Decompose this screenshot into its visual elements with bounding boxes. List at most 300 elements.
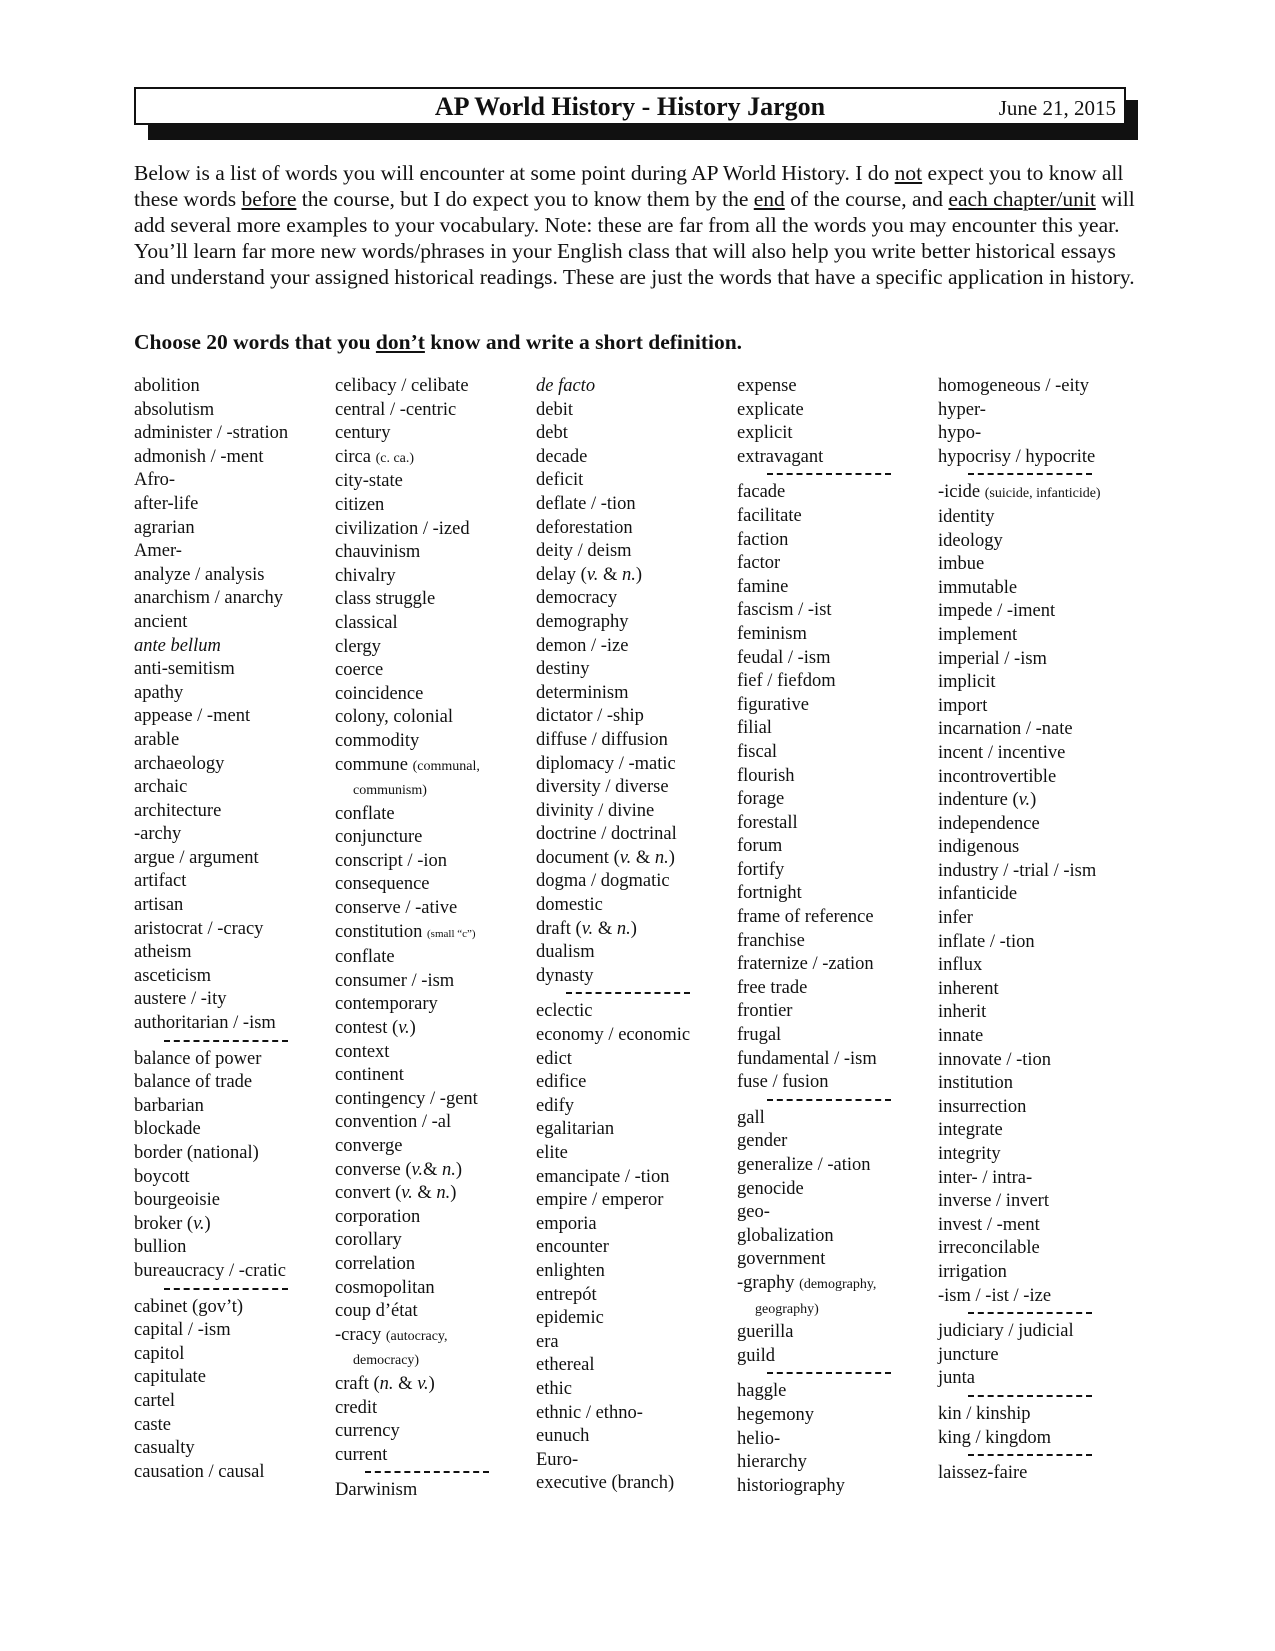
vocab-word [134, 469, 330, 493]
intro-text: the course, but I do expect you to know them by the [296, 187, 754, 211]
vocab-word [335, 1444, 531, 1468]
vocab-word-text: border (national) [134, 1143, 259, 1163]
word-column-2 [335, 375, 531, 1503]
vocab-word-text: innate [938, 1026, 984, 1047]
vocab-word [134, 1095, 330, 1119]
part-of-speech: n. [436, 1183, 451, 1204]
vocab-word-text: laissez-faire [938, 1463, 1028, 1484]
vocab-word [335, 897, 531, 921]
section-divider [134, 1036, 330, 1048]
vocab-word-text: feminism [737, 623, 807, 644]
vocab-word-text: indigenous [938, 837, 1020, 858]
vocab-word-text: bureaucracy / -cratic [134, 1260, 287, 1281]
vocab-word-text: frontier [737, 1001, 793, 1022]
vocab-word-text: context [335, 1041, 390, 1062]
vocab-word-text: commodity [335, 730, 420, 751]
vocab-word-text: atheism [134, 942, 192, 963]
part-of-speech: v. [401, 1183, 413, 1204]
vocab-word [134, 1260, 330, 1284]
vocab-word [938, 1403, 1134, 1427]
vocab-word [536, 823, 732, 847]
vocab-word [737, 835, 933, 859]
vocab-word [335, 1277, 531, 1301]
vocab-word [938, 648, 1134, 672]
vocab-word [938, 718, 1134, 742]
vocab-word-text: admonish / -ment [134, 446, 264, 467]
vocab-word-text: bullion [134, 1237, 187, 1258]
intro-text: will add several more examples to your vocabulary. Note: these are far from all the words you may encounter this year. You’ll learn far more new words/phrases in your English class that will also help you write better historical essays and understand your assigned historical readings. These are just the words that have a specific application in history. [134, 187, 1135, 289]
vocab-word [536, 1024, 732, 1048]
vocab-word [536, 375, 732, 399]
vocab-word [335, 612, 531, 636]
vocab-word [938, 422, 1134, 446]
vocab-word-text: capitol [134, 1343, 185, 1364]
vocab-word-text: balance of trade [134, 1072, 253, 1093]
word-column-4 [737, 375, 933, 1498]
vocab-word [938, 742, 1134, 766]
vocab-word [938, 1320, 1134, 1344]
vocab-word [737, 741, 933, 765]
vocab-word-suffix: & [423, 1159, 443, 1180]
vocab-word-text: flourish [737, 765, 795, 786]
vocab-note: (autocracy, [385, 1328, 448, 1344]
vocab-word-text: forestall [737, 812, 798, 833]
vocab-word-text: consumer / -ism [335, 970, 455, 991]
vocab-word-text: economy / economic [536, 1025, 691, 1046]
vocab-word [335, 1373, 531, 1397]
vocab-word-text: deforestation [536, 517, 633, 538]
vocab-word-text: fortnight [737, 883, 802, 904]
vocab-word-text: barbarian [134, 1095, 204, 1116]
part-of-speech: v. [398, 1018, 410, 1039]
vocab-word [536, 658, 732, 682]
vocab-word-text: gall [737, 1107, 765, 1128]
vocab-word-text: independence [938, 813, 1040, 834]
vocab-word [134, 1366, 330, 1390]
vocab-word-text: celibacy / celibate [335, 376, 469, 396]
vocab-word [938, 813, 1134, 837]
vocab-word [938, 1072, 1134, 1096]
vocab-word [134, 1142, 330, 1166]
vocab-word-text: democracy) [353, 1353, 420, 1369]
vocab-word-text: inflate / -tion [938, 931, 1035, 952]
vocab-word-text: converge [335, 1136, 403, 1156]
vocab-word [134, 894, 330, 918]
vocab-word-text: conflate [335, 803, 395, 824]
vocab-word-suffix: & [598, 564, 622, 585]
vocab-word-text: current [335, 1444, 388, 1465]
vocab-word-text: domestic [536, 895, 603, 916]
vocab-word [335, 446, 531, 471]
vocab-word [335, 422, 531, 446]
vocab-word [737, 1297, 933, 1322]
vocab-word [134, 918, 330, 942]
vocab-word-text: incent / incentive [938, 742, 1066, 763]
vocab-word-suffix: ) [204, 1213, 211, 1234]
vocab-word-text: irrigation [938, 1261, 1007, 1282]
vocab-word-text: inherent [938, 978, 999, 999]
vocab-word [134, 399, 330, 423]
vocab-word-text: causation / causal [134, 1461, 265, 1482]
vocab-word [938, 1190, 1134, 1214]
vocab-word [335, 1253, 531, 1277]
vocab-word-text: diffuse / diffusion [536, 729, 668, 750]
vocab-word-text: fief / fiefdom [737, 671, 836, 692]
vocab-word-text: import [938, 695, 988, 716]
vocab-word-text: ethnic / ethno- [536, 1402, 643, 1423]
vocab-note: (demography, [799, 1276, 877, 1292]
part-of-speech: v. [411, 1159, 423, 1180]
vocab-word-text: fortify [737, 859, 785, 880]
vocab-word-text: fascism / -ist [737, 600, 832, 621]
vocab-word-text: hegemony [737, 1404, 815, 1425]
vocab-word [335, 399, 531, 423]
part-of-speech: n. [442, 1159, 456, 1180]
vocab-word [938, 553, 1134, 577]
vocab-word [134, 1166, 330, 1190]
vocab-word [938, 624, 1134, 648]
vocab-word [134, 493, 330, 517]
section-divider [335, 1467, 531, 1479]
vocab-word [938, 1096, 1134, 1120]
vocab-word [335, 683, 531, 707]
vocab-word-text: invest / -ment [938, 1214, 1040, 1235]
vocab-word-text: delay ( [536, 564, 587, 585]
vocab-word-text: forum [737, 836, 783, 857]
section-divider [737, 1368, 933, 1380]
vocab-word-text: coincidence [335, 683, 424, 704]
vocab-word-text: citizen [335, 494, 385, 515]
vocab-word [536, 1378, 732, 1402]
page-title: AP World History - History Jargon [434, 92, 826, 121]
vocab-word-text: -graphy [737, 1272, 800, 1293]
vocab-word [536, 1402, 732, 1426]
vocab-word-text: -ism / -ist / -ize [938, 1285, 1052, 1306]
section-divider [938, 1391, 1134, 1403]
vocab-word [335, 1348, 531, 1373]
vocab-word-text: faction [737, 529, 789, 550]
vocab-word [938, 1049, 1134, 1073]
vocab-word-text: eclectic [536, 1001, 593, 1022]
vocab-word [737, 788, 933, 812]
vocab-word [938, 577, 1134, 601]
vocab-word-text: imperial / -ism [938, 648, 1047, 669]
vocab-word [134, 1343, 330, 1367]
vocab-word [134, 564, 330, 588]
vocab-word-text: haggle [737, 1381, 787, 1402]
vocab-word [938, 1001, 1134, 1025]
vocab-word [536, 894, 732, 918]
vocab-word-text: debt [536, 423, 568, 444]
vocab-word [737, 1475, 933, 1499]
vocab-word [134, 988, 330, 1012]
vocab-word [938, 1214, 1134, 1238]
vocab-word [335, 1135, 531, 1159]
vocab-word [938, 836, 1134, 860]
part-of-speech: v. [1018, 790, 1031, 811]
vocab-word-text: facilitate [737, 505, 802, 526]
section-divider [737, 469, 933, 481]
vocab-word-text: eunuch [536, 1426, 590, 1447]
vocab-word-text: consequence [335, 874, 430, 895]
intro-text: expect you to know all these words [134, 161, 1124, 211]
vocab-word [938, 954, 1134, 978]
vocab-word-text: apathy [134, 682, 184, 703]
vocab-word [938, 1285, 1134, 1309]
vocab-word [737, 1000, 933, 1024]
vocab-word-text: junta [938, 1368, 975, 1389]
vocab-word [737, 1225, 933, 1249]
vocab-word-text: blockade [134, 1119, 201, 1140]
intro-text: of the course, and [784, 187, 949, 211]
vocab-word-text: expense [737, 376, 797, 396]
vocab-word-text: entrepót [536, 1284, 597, 1305]
vocab-word [134, 1296, 330, 1320]
vocab-word [938, 1025, 1134, 1049]
vocab-word-text: dictator / -ship [536, 706, 644, 727]
vocab-word [134, 847, 330, 871]
vocab-word-text: conserve / -ative [335, 898, 458, 919]
vocab-word-text: influx [938, 955, 983, 976]
vocab-word [737, 977, 933, 1001]
vocab-word [536, 705, 732, 729]
section-divider [536, 988, 732, 1000]
vocab-word-text: de facto [536, 376, 596, 396]
vocab-word [737, 1428, 933, 1452]
vocab-word-text: irreconcilable [938, 1238, 1040, 1259]
vocab-word-text: administer / -stration [134, 423, 289, 444]
vocab-word [938, 600, 1134, 624]
vocab-word-text: elite [536, 1143, 568, 1163]
vocab-word-text: century [335, 423, 391, 444]
part-of-speech: n. [621, 564, 636, 585]
vocab-word-text: demography [536, 611, 629, 632]
vocab-word-text: impede / -iment [938, 601, 1056, 622]
vocab-word-text: archaic [134, 777, 188, 798]
instruction-text: Choose 20 words that you [134, 330, 376, 354]
vocab-word-text: integrity [938, 1144, 1001, 1164]
vocab-word [536, 1236, 732, 1260]
vocab-word [134, 635, 330, 659]
vocab-word-text: frugal [737, 1025, 782, 1046]
vocab-word-text: constitution [335, 921, 427, 942]
vocab-word [335, 993, 531, 1017]
vocab-word [134, 422, 330, 446]
vocab-word [737, 576, 933, 600]
vocab-word-text: enlighten [536, 1260, 605, 1281]
vocab-word-text: diplomacy / -matic [536, 753, 676, 774]
vocab-word [536, 870, 732, 894]
vocab-word-text: guerilla [737, 1322, 794, 1343]
vocab-note: (suicide, infanticide) [984, 486, 1101, 502]
vocab-word [335, 1041, 531, 1065]
vocab-word-text: inverse / invert [938, 1191, 1049, 1212]
vocab-word [737, 623, 933, 647]
vocab-word-text: democracy [536, 588, 618, 609]
vocab-word [938, 789, 1134, 813]
vocab-word [134, 540, 330, 564]
vocab-word-text: ethereal [536, 1355, 595, 1376]
vocab-word-text: abolition [134, 376, 200, 396]
vocab-word [335, 1479, 531, 1503]
vocab-word [335, 946, 531, 970]
vocab-word [134, 1236, 330, 1260]
vocab-word [134, 1048, 330, 1072]
vocab-word [536, 941, 732, 965]
vocab-word-text: innovate / -tion [938, 1049, 1052, 1070]
vocab-word-text: edify [536, 1095, 575, 1116]
vocab-word [134, 1118, 330, 1142]
vocab-word-text: hypo- [938, 423, 982, 444]
vocab-word-suffix: & [412, 1183, 437, 1204]
intro-underline: not [894, 161, 923, 185]
vocab-word-text: factor [737, 553, 781, 574]
vocab-word [134, 1319, 330, 1343]
vocab-word-text: city-state [335, 471, 403, 492]
vocab-word [134, 1437, 330, 1461]
vocab-note: (communal, [412, 758, 480, 774]
vocab-word-text: infer [938, 908, 973, 929]
vocab-word [938, 1427, 1134, 1451]
vocab-word [737, 1154, 933, 1178]
part-of-speech: v. [586, 564, 599, 585]
vocab-word [737, 1272, 933, 1297]
vocab-word [134, 1390, 330, 1414]
vocab-word [335, 565, 531, 589]
vocab-word-text: juncture [938, 1344, 999, 1365]
vocab-word [134, 941, 330, 965]
vocab-word-text: empire / emperor [536, 1190, 664, 1211]
vocab-word-text: infanticide [938, 884, 1018, 905]
vocab-word [335, 730, 531, 754]
vocab-word [737, 1380, 933, 1404]
section-divider [938, 1308, 1134, 1320]
vocab-word [335, 1300, 531, 1324]
vocab-word [737, 812, 933, 836]
vocab-word [737, 422, 933, 446]
vocab-word-text: craft ( [335, 1373, 380, 1394]
vocab-word-text: conscript / -ion [335, 850, 448, 871]
vocab-word-text: industry / -trial / -ism [938, 860, 1097, 881]
vocab-word [536, 918, 732, 942]
vocab-word-text: civilization / -ized [335, 518, 470, 539]
vocab-word [536, 729, 732, 753]
vocab-word-text: historiography [737, 1475, 845, 1496]
vocab-word-text: filial [737, 718, 772, 739]
word-column-1 [134, 375, 330, 1484]
vocab-word [938, 1167, 1134, 1191]
vocab-word [536, 422, 732, 446]
vocab-word [938, 860, 1134, 884]
vocab-word-text: convert ( [335, 1183, 402, 1204]
vocab-word [737, 859, 933, 883]
vocab-word [737, 529, 933, 553]
vocab-word [536, 517, 732, 541]
vocab-word-text: inherit [938, 1002, 987, 1023]
vocab-word [737, 1071, 933, 1095]
vocab-word-text: circa [335, 446, 376, 467]
vocab-word [938, 907, 1134, 931]
vocab-word-text: geography) [755, 1301, 819, 1317]
vocab-word-text: document ( [536, 847, 620, 868]
vocab-word-text: genocide [737, 1178, 804, 1199]
word-column-3 [536, 375, 732, 1496]
vocab-word [536, 1260, 732, 1284]
vocab-word [335, 1420, 531, 1444]
vocab-word-text: -archy [134, 824, 182, 845]
vocab-word [335, 1229, 531, 1253]
vocab-word-text: fuse / fusion [737, 1072, 829, 1093]
vocab-word-text: coerce [335, 660, 384, 681]
vocab-word [536, 1472, 732, 1496]
vocab-word-text: -icide [938, 482, 985, 503]
vocab-word [536, 776, 732, 800]
instruction [134, 328, 742, 356]
vocab-word-text: hyper- [938, 399, 986, 420]
intro-paragraph [134, 160, 1144, 290]
vocab-word-text: contemporary [335, 994, 438, 1015]
vocab-word [536, 469, 732, 493]
vocab-word-text: after-life [134, 493, 199, 514]
vocab-word-text: epidemic [536, 1308, 604, 1329]
intro-underline: end [753, 187, 785, 211]
vocab-word [737, 1451, 933, 1475]
vocab-word-text: integrate [938, 1120, 1003, 1141]
vocab-word-text: dogma / dogmatic [536, 871, 670, 892]
vocab-word [737, 765, 933, 789]
vocab-word-text: architecture [134, 800, 222, 821]
vocab-word-text: Amer- [134, 541, 182, 562]
section-divider [938, 1450, 1134, 1462]
vocab-word [134, 753, 330, 777]
vocab-word [536, 1354, 732, 1378]
vocab-word-text: chivalry [335, 565, 396, 586]
vocab-word-text: fundamental / -ism [737, 1048, 877, 1069]
vocab-word [335, 636, 531, 660]
vocab-word [134, 446, 330, 470]
vocab-word [938, 1119, 1134, 1143]
vocab-word-text: arable [134, 729, 180, 750]
vocab-word [737, 375, 933, 399]
vocab-word-text: government [737, 1249, 826, 1270]
vocab-word [737, 1130, 933, 1154]
vocab-word-text: destiny [536, 659, 590, 680]
vocab-word [134, 1213, 330, 1237]
part-of-speech: v. [581, 918, 594, 939]
vocab-word-text: gender [737, 1131, 788, 1152]
vocab-word-text: deflate / -tion [536, 493, 636, 514]
vocab-word-text: deficit [536, 470, 584, 491]
vocab-word [134, 1071, 330, 1095]
vocab-word-text: kin / kinship [938, 1403, 1031, 1424]
vocab-word-text: indenture ( [938, 790, 1019, 811]
vocab-word-text: anti-semitism [134, 659, 235, 680]
vocab-word [737, 1345, 933, 1369]
vocab-word [938, 399, 1134, 423]
vocab-word-text: commune [335, 754, 413, 775]
vocab-word [536, 446, 732, 470]
vocab-word-text: franchise [737, 930, 805, 951]
vocab-word [737, 1024, 933, 1048]
vocab-word-text: forage [737, 789, 785, 810]
vocab-word [536, 1425, 732, 1449]
part-of-speech: v. [619, 847, 632, 868]
vocab-word-text: currency [335, 1421, 400, 1442]
vocab-word-text: insurrection [938, 1096, 1027, 1117]
vocab-word-text: institution [938, 1073, 1014, 1094]
vocab-word-text: conflate [335, 947, 395, 968]
vocab-word [737, 505, 933, 529]
